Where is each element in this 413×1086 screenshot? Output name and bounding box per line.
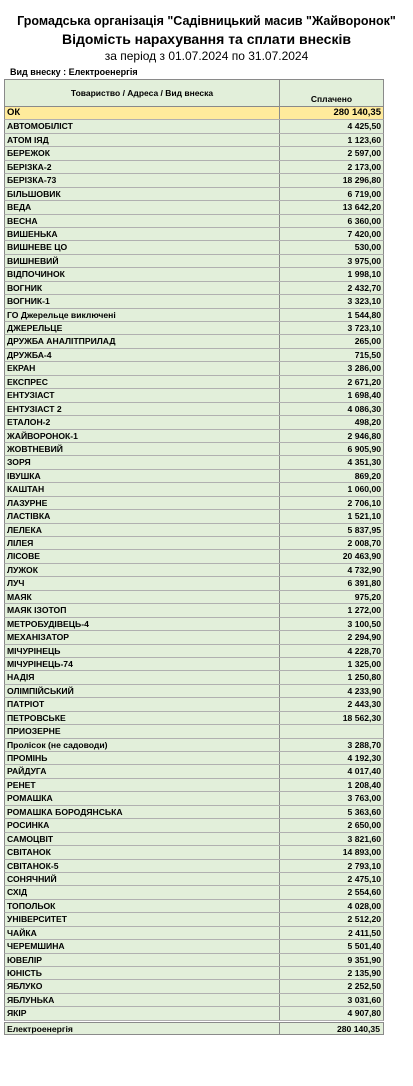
table-row[interactable]	[4, 376, 384, 389]
table-row[interactable]	[4, 550, 384, 563]
row-paid: 3 031,60	[347, 994, 381, 1005]
total-row[interactable]	[4, 1022, 384, 1035]
table-row[interactable]	[4, 954, 384, 967]
row-paid: 2 411,50	[348, 927, 381, 938]
row-name: ЯБЛУНЬКА	[7, 994, 55, 1005]
row-name: ЮВЕЛІР	[7, 954, 42, 965]
row-name: ЯКІР	[7, 1008, 27, 1019]
row-name: МЕХАНІЗАТОР	[7, 632, 70, 643]
row-paid: 869,20	[354, 470, 381, 481]
table-row[interactable]	[4, 886, 384, 899]
table-row[interactable]	[4, 416, 384, 429]
row-paid: 3 323,10	[347, 296, 381, 307]
table-row[interactable]	[4, 618, 384, 631]
table-row[interactable]	[4, 967, 384, 980]
row-paid: 3 723,10	[347, 323, 381, 333]
row-paid: 2 294,90	[347, 632, 381, 643]
row-name: МІЧУРІНЕЦЬ-74	[7, 658, 73, 669]
table-row[interactable]	[4, 792, 384, 805]
row-name: ВОГНИК-1	[7, 296, 50, 307]
row-paid: 4 086,30	[347, 403, 381, 414]
row-paid: 2 554,60	[347, 887, 381, 898]
table-row[interactable]	[4, 174, 384, 187]
table-row[interactable]	[4, 806, 384, 819]
table-row[interactable]	[4, 940, 384, 953]
row-name: БЕРІЗКА-2	[7, 161, 52, 172]
table-row[interactable]	[4, 604, 384, 617]
row-paid: 1 208,40	[347, 779, 381, 790]
row-paid: 2 671,20	[347, 376, 381, 387]
table-row[interactable]	[4, 107, 384, 120]
row-name: ЖАЙВОРОНОК-1	[7, 430, 78, 441]
row-name: ДЖЕРЕЛЬЦЕ	[7, 323, 63, 333]
table-row[interactable]	[4, 980, 384, 993]
row-paid: 3 286,00	[347, 363, 381, 374]
table-row[interactable]	[4, 994, 384, 1007]
row-name: СВІТАНОК	[7, 847, 51, 858]
row-name: ЮНІСТЬ	[7, 968, 42, 978]
table-row[interactable]	[4, 685, 384, 698]
row-name: ВЕСНА	[7, 215, 38, 226]
row-paid: 2 706,10	[347, 497, 381, 508]
row-paid: 4 028,00	[347, 900, 381, 911]
table-row[interactable]	[4, 712, 384, 725]
table-body	[4, 107, 384, 1021]
row-name: ЛІСОВЕ	[7, 551, 41, 562]
table-row[interactable]	[4, 510, 384, 523]
fee-kind: Вид внеску : Електроенергія	[10, 67, 138, 77]
row-paid: 6 905,90	[347, 443, 381, 454]
row-name: ЕТАЛОН-2	[7, 417, 51, 428]
row-paid: 4 425,50	[347, 121, 381, 132]
row-paid: 6 391,80	[347, 578, 381, 589]
table-row[interactable]	[4, 362, 384, 375]
row-name: ОЛІМПІЙСЬКИЙ	[7, 685, 74, 696]
table-row[interactable]	[4, 335, 384, 348]
row-name: ПРОМІНЬ	[7, 753, 48, 763]
row-paid: 4 192,30	[347, 753, 381, 763]
org-title: Громадська організація "Садівницький масив "Жайворонок"	[17, 14, 396, 28]
table-row[interactable]	[4, 819, 384, 832]
row-name: ПАТРІОТ	[7, 699, 45, 710]
row-paid: 2 008,70	[347, 538, 381, 548]
table-row[interactable]	[4, 322, 384, 335]
table-row[interactable]	[4, 698, 384, 711]
table-row[interactable]	[4, 645, 384, 658]
row-paid: 3 100,50	[347, 618, 381, 629]
table-row[interactable]	[4, 765, 384, 778]
table-row[interactable]	[4, 349, 384, 362]
table-row[interactable]	[4, 900, 384, 913]
row-paid: 1 250,80	[347, 672, 381, 683]
table-row[interactable]	[4, 658, 384, 671]
row-name: ЛІЛЕЯ	[7, 538, 34, 548]
row-paid: 7 420,00	[347, 228, 381, 239]
table-row[interactable]	[4, 873, 384, 886]
table-row[interactable]	[4, 241, 384, 254]
row-name: СВІТАНОК-5	[7, 860, 59, 871]
row-name: БЕРІЗКА-73	[7, 175, 57, 186]
row-paid: 6 719,00	[347, 188, 381, 199]
row-name: ПРИОЗЕРНЕ	[7, 726, 61, 737]
row-paid: 2 512,20	[347, 914, 381, 925]
table-row[interactable]	[4, 537, 384, 550]
table-header	[4, 79, 384, 107]
row-name: ЛЕЛЕКА	[7, 524, 42, 535]
row-paid: 13 642,20	[342, 202, 381, 213]
row-paid: 4 351,30	[347, 457, 381, 468]
row-name: ІВУШКА	[7, 470, 41, 481]
table-row[interactable]	[4, 833, 384, 846]
table-row[interactable]	[4, 188, 384, 201]
table-row[interactable]	[4, 725, 384, 738]
row-name: РАЙДУГА	[7, 766, 47, 777]
row-name: ДРУЖБА-4	[7, 349, 52, 360]
row-paid: 1 698,40	[347, 390, 381, 401]
row-name: АТОМ ІЯД	[7, 134, 49, 145]
table-row[interactable]	[4, 564, 384, 577]
table-row[interactable]	[4, 752, 384, 765]
row-paid: 6 360,00	[347, 215, 381, 226]
table-row[interactable]	[4, 1007, 384, 1020]
row-name: ЛАСТІВКА	[7, 511, 51, 522]
row-paid: 3 821,60	[347, 833, 381, 844]
table-row[interactable]	[4, 577, 384, 590]
row-name: ВІДПОЧИНОК	[7, 269, 65, 280]
total-value: 280 140,35	[336, 1023, 380, 1034]
table-row[interactable]	[4, 309, 384, 322]
row-name: ЗОРЯ	[7, 457, 31, 468]
table-row[interactable]	[4, 255, 384, 268]
row-paid: 4 907,80	[347, 1008, 381, 1019]
row-paid: 4 732,90	[347, 564, 381, 575]
row-name: ЧЕРЕМШИНА	[7, 941, 65, 952]
row-name: ЖОВТНЕВИЙ	[7, 443, 63, 454]
row-paid: 14 893,00	[342, 847, 381, 858]
table-row[interactable]	[4, 456, 384, 469]
row-paid: 1 325,00	[347, 658, 381, 669]
row-paid: 265,00	[354, 336, 381, 347]
table-row[interactable]	[4, 913, 384, 926]
table-row[interactable]	[4, 161, 384, 174]
row-name: САМОЦВІТ	[7, 833, 54, 844]
row-name: ЯБЛУКО	[7, 981, 43, 992]
column-header-paid[interactable]: Сплачено	[310, 94, 353, 104]
row-name: ЛУЧ	[7, 578, 25, 589]
table-row[interactable]	[4, 282, 384, 295]
row-paid: 1 123,60	[347, 134, 381, 145]
table-row[interactable]	[4, 389, 384, 402]
report-period: за період з 01.07.2024 по 31.07.2024	[104, 49, 309, 63]
row-paid: 975,20	[354, 591, 381, 602]
row-paid: 1 060,00	[347, 484, 381, 495]
table-row[interactable]	[4, 201, 384, 214]
row-paid: 9 351,90	[347, 954, 381, 965]
row-paid: 4 228,70	[347, 645, 381, 656]
table-row[interactable]	[4, 430, 384, 443]
table-row[interactable]	[4, 779, 384, 792]
table-row[interactable]	[4, 860, 384, 873]
table-row[interactable]	[4, 295, 384, 308]
row-paid: 2 946,80	[347, 430, 381, 441]
row-paid: 3 288,70	[347, 739, 381, 750]
table-row[interactable]	[4, 215, 384, 228]
row-name: ЧАЙКА	[7, 927, 37, 938]
table-row[interactable]	[4, 846, 384, 859]
table-row[interactable]	[4, 268, 384, 281]
row-paid: 2 252,50	[347, 981, 381, 992]
row-name: РОМАШКА БОРОДЯНСЬКА	[7, 806, 123, 817]
table-row[interactable]	[4, 443, 384, 456]
row-name: РОСИНКА	[7, 820, 50, 831]
row-name: ЕКСПРЕС	[7, 376, 48, 387]
row-name: СОНЯЧНИЙ	[7, 873, 57, 884]
row-name: Пролісок (не садоводи)	[7, 739, 108, 750]
row-name: ГО Джерельце виключені	[7, 309, 116, 320]
row-name: МІЧУРІНЕЦЬ	[7, 645, 61, 656]
row-name: ЕНТУЗІАСТ 2	[7, 403, 62, 414]
row-name: ВЕДА	[7, 202, 32, 213]
row-name: ВИШНЕВЕ ЦО	[7, 242, 68, 253]
row-name: МАЯК	[7, 591, 32, 602]
row-name: ЕКРАН	[7, 363, 36, 374]
row-name: РОМАШКА	[7, 793, 53, 804]
row-paid: 2 597,00	[347, 148, 381, 159]
table-row[interactable]	[4, 470, 384, 483]
table-row[interactable]	[4, 147, 384, 160]
row-paid: 2 443,30	[347, 699, 381, 710]
total-label: Електроенергія	[7, 1023, 73, 1034]
row-name: НАДІЯ	[7, 672, 35, 683]
row-paid: 5 363,60	[347, 806, 381, 817]
table-row[interactable]	[4, 591, 384, 604]
row-name: БІЛЬШОВИК	[7, 188, 61, 199]
table-row[interactable]	[4, 524, 384, 537]
report-title: Відомість нарахування та сплати внесків	[62, 31, 351, 47]
row-paid: 498,20	[354, 417, 381, 428]
row-paid: 3 975,00	[347, 255, 381, 266]
row-name: ЛАЗУРНЕ	[7, 497, 48, 508]
row-name: АВТОМОБІЛІСТ	[7, 121, 73, 132]
row-paid: 20 463,90	[342, 551, 381, 562]
row-paid: 715,50	[354, 349, 381, 360]
table-row[interactable]	[4, 228, 384, 241]
row-paid: 530,00	[354, 242, 381, 253]
row-name: ТОПОЛЬОК	[7, 900, 56, 911]
row-paid: 2 135,90	[347, 968, 381, 978]
row-paid: 1 998,10	[347, 269, 381, 280]
row-paid: 1 544,80	[347, 309, 381, 320]
row-name: ВИШЕНЬКА	[7, 228, 58, 239]
row-name: БЕРЕЖОК	[7, 148, 50, 159]
table-row[interactable]	[4, 631, 384, 644]
row-name: МЕТРОБУДІВЕЦЬ-4	[7, 618, 89, 629]
table-row[interactable]	[4, 671, 384, 684]
row-name: РЕНЕТ	[7, 779, 36, 790]
row-paid: 3 763,00	[347, 793, 381, 804]
row-paid: 2 173,00	[347, 161, 381, 172]
row-paid: 5 501,40	[347, 941, 381, 952]
row-paid: 18 562,30	[342, 712, 381, 723]
row-paid: 1 272,00	[347, 605, 381, 616]
table-row[interactable]	[4, 483, 384, 496]
row-paid: 5 837,95	[347, 524, 381, 535]
row-paid: 18 296,80	[342, 175, 381, 186]
row-name: ОК	[7, 107, 21, 118]
row-name: ДРУЖБА АНАЛІТПРИЛАД	[7, 336, 116, 347]
table-row[interactable]	[4, 497, 384, 510]
row-name: УНІВЕРСИТЕТ	[7, 914, 68, 925]
row-name: ЕНТУЗІАСТ	[7, 390, 55, 401]
row-name: МАЯК ІЗОТОП	[7, 605, 67, 616]
row-paid: 2 475,10	[347, 873, 381, 884]
table-row[interactable]	[4, 120, 384, 133]
column-header-name[interactable]: Товариство / Адреса / Вид внеска	[5, 80, 280, 106]
row-paid: 2 793,10	[347, 860, 381, 871]
table-row[interactable]	[4, 739, 384, 752]
row-paid: 2 650,00	[347, 820, 381, 831]
table-row[interactable]	[4, 134, 384, 147]
row-name: СХІД	[7, 887, 28, 898]
row-paid: 4 233,90	[347, 685, 381, 696]
row-paid: 4 017,40	[347, 766, 381, 777]
row-name: ВОГНИК	[7, 282, 43, 293]
table-row[interactable]	[4, 927, 384, 940]
row-paid: 2 432,70	[347, 282, 381, 293]
row-paid: 1 521,10	[347, 511, 381, 522]
table-row[interactable]	[4, 403, 384, 416]
row-name: ЛУЖОК	[7, 564, 38, 575]
row-name: ВИШНЕВИЙ	[7, 255, 59, 266]
row-name: КАШТАН	[7, 484, 45, 495]
row-paid: 280 140,35	[333, 107, 381, 118]
row-name: ПЕТРОВСЬКЕ	[7, 712, 66, 723]
